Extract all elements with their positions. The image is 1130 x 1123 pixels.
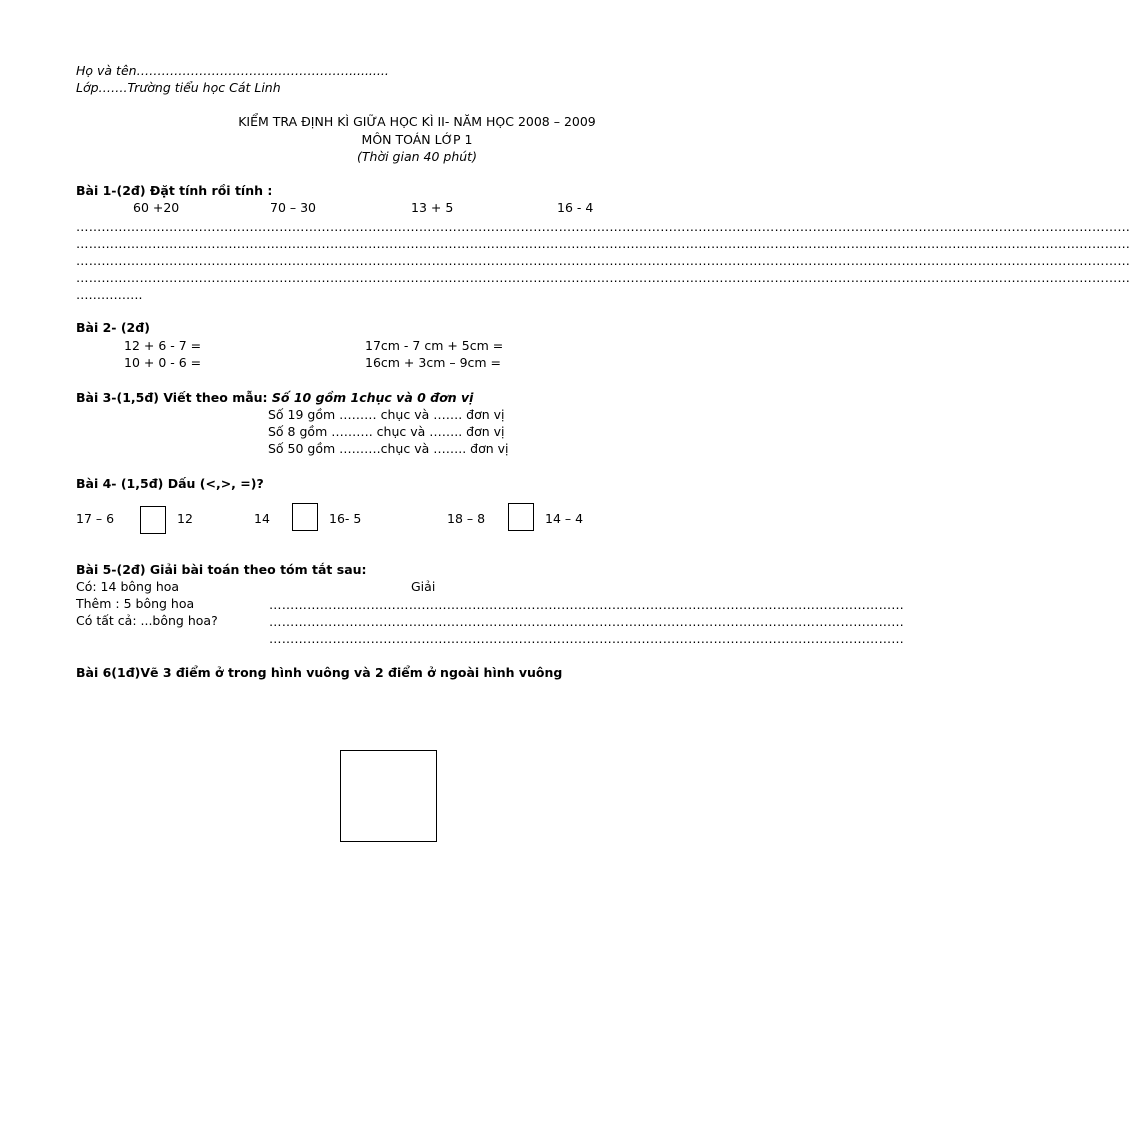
bai3-row: Số 19 gồm ……… chục và ……. đơn vị [268, 407, 505, 422]
answer-dot-line: …………………………………………………………………………………………………………………………………………………………………………………………………………………………… [76, 219, 1130, 234]
bai4-heading: Bài 4- (1,5đ) Dấu (<,>, =)? [76, 476, 264, 491]
time-limit: (Thời gian 40 phút) [357, 149, 477, 164]
answer-dot-line: …………………………………………………………………………………………………………………………………………………………………………………………………………………………… [76, 270, 1130, 285]
bai2-expr: 12 + 6 - 7 = [124, 338, 202, 353]
bai1-expr: 16 - 4 [557, 200, 594, 215]
subject-title: MÔN TOÁN LỚP 1 [361, 132, 473, 147]
student-name-line: Họ và tên…………………………………………….......... [76, 63, 389, 78]
answer-dot-line: …………………………………………………………………………………………………………………………………………………………………………………………………………………………… [76, 236, 1130, 251]
bai3-heading-text: Bài 3-(1,5đ) Viết theo mẫu: [76, 390, 272, 405]
drawing-square [340, 750, 437, 842]
answer-box [292, 503, 318, 531]
bai4-right: 16- 5 [329, 511, 362, 526]
bai1-expr: 70 – 30 [270, 200, 317, 215]
bai5-heading: Bài 5-(2đ) Giải bài toán theo tóm tắt sau: [76, 562, 367, 577]
bai3-example: Số 10 gồm 1chục và 0 đơn vị [271, 390, 474, 405]
bai2-heading: Bài 2- (2đ) [76, 320, 150, 335]
bai1-expr: 13 + 5 [411, 200, 454, 215]
bai4-right: 14 – 4 [545, 511, 584, 526]
bai5-them: Thêm : 5 bông hoa [76, 596, 195, 611]
bai4-left: 17 – 6 [76, 511, 115, 526]
bai1-expr: 60 +20 [133, 200, 180, 215]
bai4-left: 18 – 8 [447, 511, 486, 526]
answer-box [140, 506, 166, 534]
bai3-row: Số 8 gồm ………. chục và …….. đơn vị [268, 424, 505, 439]
bai1-heading: Bài 1-(2đ) Đặt tính rồi tính : [76, 183, 273, 198]
class-school-line: Lớp…….Trường tiểu học Cát Linh [76, 80, 281, 95]
answer-dot-line: …………………………………………………………………………………………………………………………………… [269, 631, 904, 646]
answer-box [508, 503, 534, 531]
answer-dot-line: …………………………………………………………………………………………………………………………………………………………………………………………………………………………… [76, 253, 1130, 268]
bai3-heading [76, 390, 473, 406]
answer-dot-short: ……………. [76, 287, 143, 302]
bai2-expr: 17cm - 7 cm + 5cm = [365, 338, 504, 353]
answer-dot-line: …………………………………………………………………………………………………………………………………… [269, 597, 904, 612]
answer-dot-line: …………………………………………………………………………………………………………………………………… [269, 614, 904, 629]
bai4-left: 14 [254, 511, 270, 526]
exam-title: KIỂM TRA ĐỊNH KÌ GIỮA HỌC KÌ II- NĂM HỌC 2008 – 2009 [238, 114, 596, 129]
bai5-giai-label: Giải [411, 579, 436, 594]
bai5-tat-ca: Có tất cả: ...bông hoa? [76, 613, 218, 628]
bai4-right: 12 [177, 511, 193, 526]
bai6-heading: Bài 6(1đ)Vẽ 3 điểm ở trong hình vuông và 2 điểm ở ngoài hình vuông [76, 665, 563, 680]
bai2-expr: 16cm + 3cm – 9cm = [365, 355, 502, 370]
bai2-expr: 10 + 0 - 6 = [124, 355, 202, 370]
bai3-row: Số 50 gồm ……….chục và …….. đơn vị [268, 441, 509, 456]
bai5-co: Có: 14 bông hoa [76, 579, 180, 594]
